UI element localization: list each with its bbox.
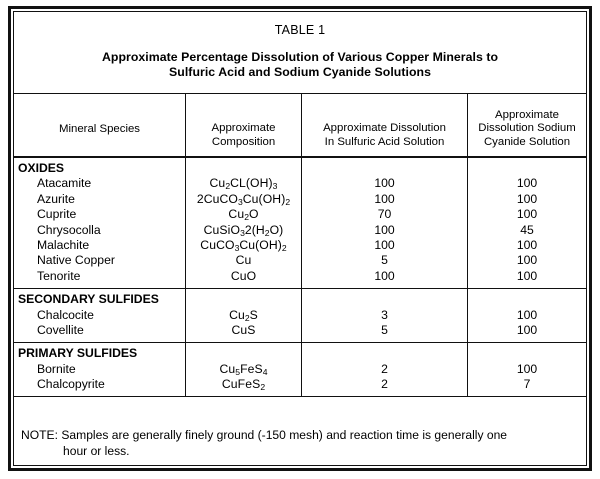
- table-note-line-2: hour or less.: [63, 444, 130, 458]
- mineral-species-label: Malachite: [37, 237, 90, 252]
- section-spacer: [14, 338, 586, 342]
- column-header-acid-line-1: Approximate Dissolution: [323, 122, 446, 134]
- mineral-species-label: Covellite: [37, 322, 84, 337]
- table-section: [14, 158, 586, 289]
- cell-dissolution-sulfuric-acid: [302, 308, 468, 323]
- table-row: [14, 192, 586, 207]
- dissolution-value-acid: 5: [381, 253, 388, 268]
- cell-dissolution-sodium-cyanide: [468, 323, 586, 338]
- table-title-line-1: Approximate Percentage Dissolution of Various Copper Minerals to: [101, 50, 499, 64]
- cell-mineral-species: [14, 192, 186, 207]
- mineral-species-label: Chalcopyrite: [37, 377, 105, 392]
- cell-dissolution-sodium-cyanide: [468, 269, 586, 284]
- cell-dissolution-sulfuric-acid: [302, 238, 468, 253]
- cell-dissolution-sodium-cyanide: [468, 253, 586, 268]
- cell-dissolution-sodium-cyanide: [468, 308, 586, 323]
- spacer-cell: [14, 392, 186, 396]
- table-section: [14, 289, 586, 343]
- cell-dissolution-sodium-cyanide: [468, 176, 586, 191]
- dissolution-value-cyanide: 100: [516, 268, 538, 283]
- column-header-composition-line-2: Composition: [211, 135, 276, 148]
- section-heading-empty-cell: [302, 346, 468, 361]
- section-spacer: [14, 392, 586, 396]
- column-header-acid-line-2: In Sulfuric Acid Solution: [324, 135, 445, 148]
- spacer-cell: [186, 338, 302, 342]
- chemical-formula: $CuSiO_32(H_2O)$: [203, 222, 284, 238]
- chemical-formula: CuO: [230, 268, 257, 283]
- cell-dissolution-sulfuric-acid: [302, 377, 468, 392]
- section-heading: SECONDARY SULFIDES: [14, 292, 186, 307]
- cell-mineral-species: [14, 207, 186, 222]
- spacer-cell: [468, 338, 586, 342]
- table-inner-frame: [13, 11, 587, 466]
- table-section: [14, 343, 586, 397]
- section-heading-empty-cell: [186, 346, 302, 361]
- cell-mineral-species: [14, 223, 186, 238]
- cell-dissolution-sodium-cyanide: [468, 362, 586, 377]
- table-number: TABLE 1: [274, 23, 326, 37]
- table-grid: [14, 94, 586, 423]
- table-note-line-1: Samples are generally finely ground (-150 mesh) and reaction time is generally one: [61, 428, 508, 442]
- dissolution-value-acid: 100: [374, 222, 395, 237]
- table-row: [14, 362, 586, 377]
- cell-dissolution-sodium-cyanide: [468, 223, 586, 238]
- dissolution-value-acid: 2: [381, 377, 388, 392]
- section-heading-row: [14, 161, 586, 176]
- chemical-formula: $2CuCO_3Cu(OH)_2$: [196, 191, 291, 207]
- chemical-formula: $Cu_2CL(OH)_3$: [209, 176, 278, 192]
- column-header-cyanide-line-3: Cyanide Solution: [483, 135, 571, 148]
- table-row: [14, 223, 586, 238]
- chemical-formula: Cu: [235, 253, 252, 268]
- cell-approximate-composition: [186, 192, 302, 207]
- table-row: [14, 176, 586, 191]
- mineral-species-label: Chalcocite: [37, 307, 94, 322]
- cell-dissolution-sulfuric-acid: [302, 192, 468, 207]
- section-heading-row: [14, 292, 586, 307]
- column-header-composition-line-1: Approximate: [211, 122, 276, 134]
- table-row: [14, 253, 586, 268]
- cell-approximate-composition: [186, 207, 302, 222]
- mineral-species-label: Tenorite: [37, 268, 81, 283]
- table-row: [14, 238, 586, 253]
- spacer-cell: [302, 284, 468, 288]
- dissolution-value-acid: 3: [381, 307, 388, 322]
- chemical-formula: CuS: [231, 322, 256, 337]
- table-sections: [14, 158, 586, 397]
- section-heading-row: [14, 346, 586, 361]
- column-header-cyanide-line-2: Dissolution Sodium: [478, 122, 576, 134]
- column-header-mineral-species: [14, 94, 186, 156]
- cell-mineral-species: [14, 269, 186, 284]
- cell-dissolution-sulfuric-acid: [302, 176, 468, 191]
- dissolution-value-cyanide: 7: [523, 377, 531, 392]
- mineral-species-label: Chrysocolla: [37, 222, 101, 237]
- cell-mineral-species: [14, 323, 186, 338]
- cell-dissolution-sulfuric-acid: [302, 323, 468, 338]
- mineral-species-label: Cuprite: [37, 207, 77, 222]
- column-header-dissolution-sodium-cyanide: [468, 94, 586, 156]
- cell-dissolution-sulfuric-acid: [302, 362, 468, 377]
- dissolution-value-cyanide: 100: [516, 322, 538, 337]
- mineral-species-label: Atacamite: [37, 176, 92, 191]
- cell-approximate-composition: [186, 269, 302, 284]
- dissolution-value-acid: 100: [374, 268, 395, 283]
- mineral-species-label: Bornite: [37, 361, 76, 376]
- cell-dissolution-sodium-cyanide: [468, 207, 586, 222]
- section-heading: OXIDES: [14, 161, 186, 176]
- cell-dissolution-sulfuric-acid: [302, 269, 468, 284]
- spacer-cell: [468, 392, 586, 396]
- table-row: [14, 377, 586, 392]
- cell-mineral-species: [14, 253, 186, 268]
- spacer-cell: [186, 392, 302, 396]
- section-heading-empty-cell: [468, 161, 586, 176]
- spacer-cell: [14, 284, 186, 288]
- table-note-label: NOTE:: [21, 428, 58, 442]
- cell-mineral-species: [14, 308, 186, 323]
- cell-approximate-composition: [186, 176, 302, 191]
- cell-approximate-composition: [186, 253, 302, 268]
- dissolution-value-cyanide: 100: [516, 237, 538, 252]
- cell-dissolution-sodium-cyanide: [468, 192, 586, 207]
- section-heading-empty-cell: [468, 346, 586, 361]
- cell-mineral-species: [14, 377, 186, 392]
- section-heading-empty-cell: [302, 292, 468, 307]
- cell-approximate-composition: [186, 377, 302, 392]
- chemical-formula: $CuCO_3Cu(OH)_2$: [200, 237, 287, 254]
- table-title-block: [14, 12, 586, 94]
- cell-approximate-composition: [186, 223, 302, 238]
- dissolution-value-cyanide: 100: [516, 253, 538, 268]
- column-header-approximate-composition: [186, 94, 302, 156]
- table-outer-frame: [8, 6, 592, 471]
- column-header-cyanide-line-1: Approximate: [495, 108, 559, 121]
- dissolution-value-acid: 100: [374, 237, 395, 252]
- table-header-row: [14, 94, 586, 158]
- chemical-formula: $Cu_2S$: [229, 307, 258, 323]
- dissolution-value-acid: 70: [377, 207, 392, 222]
- dissolution-value-acid: 5: [381, 322, 388, 337]
- chemical-formula: CuFeS$_2$: [221, 377, 266, 393]
- dissolution-value-cyanide: 45: [520, 222, 534, 237]
- table-note: [14, 423, 586, 465]
- dissolution-value-cyanide: 100: [516, 176, 538, 191]
- cell-mineral-species: [14, 362, 186, 377]
- cell-mineral-species: [14, 176, 186, 191]
- cell-approximate-composition: [186, 308, 302, 323]
- section-heading-empty-cell: [186, 292, 302, 307]
- dissolution-value-cyanide: 100: [516, 207, 538, 222]
- section-heading: PRIMARY SULFIDES: [14, 346, 186, 361]
- spacer-cell: [186, 284, 302, 288]
- table-row: [14, 269, 586, 284]
- mineral-species-label: Native Copper: [37, 253, 115, 268]
- cell-dissolution-sulfuric-acid: [302, 253, 468, 268]
- cell-approximate-composition: [186, 323, 302, 338]
- cell-mineral-species: [14, 238, 186, 253]
- cell-approximate-composition: [186, 362, 302, 377]
- dissolution-value-cyanide: 100: [516, 361, 538, 376]
- mineral-species-label: Azurite: [37, 191, 75, 206]
- table-row: [14, 308, 586, 323]
- dissolution-value-cyanide: 100: [516, 307, 538, 322]
- section-heading-empty-cell: [302, 161, 468, 176]
- cell-dissolution-sodium-cyanide: [468, 238, 586, 253]
- dissolution-value-acid: 100: [374, 176, 395, 191]
- table-row: [14, 207, 586, 222]
- chemical-formula: $Cu_2O$: [228, 207, 259, 223]
- dissolution-value-acid: 2: [381, 361, 388, 376]
- cell-approximate-composition: [186, 238, 302, 253]
- spacer-cell: [14, 338, 186, 342]
- section-heading-empty-cell: [468, 292, 586, 307]
- table-title-line-2: Sulfuric Acid and Sodium Cyanide Solutions: [169, 65, 431, 79]
- spacer-cell: [468, 284, 586, 288]
- spacer-cell: [302, 338, 468, 342]
- section-spacer: [14, 284, 586, 288]
- dissolution-value-cyanide: 100: [516, 191, 538, 206]
- table-title: [14, 50, 586, 80]
- chemical-formula: $Cu_5FeS_4$: [219, 361, 268, 377]
- column-header-dissolution-sulfuric-acid: [302, 94, 468, 156]
- cell-dissolution-sulfuric-acid: [302, 207, 468, 222]
- cell-dissolution-sodium-cyanide: [468, 377, 586, 392]
- column-header-mineral-species-label: Mineral Species: [58, 123, 141, 136]
- section-heading-empty-cell: [186, 161, 302, 176]
- table-row: [14, 323, 586, 338]
- cell-dissolution-sulfuric-acid: [302, 223, 468, 238]
- dissolution-value-acid: 100: [374, 191, 395, 206]
- spacer-cell: [302, 392, 468, 396]
